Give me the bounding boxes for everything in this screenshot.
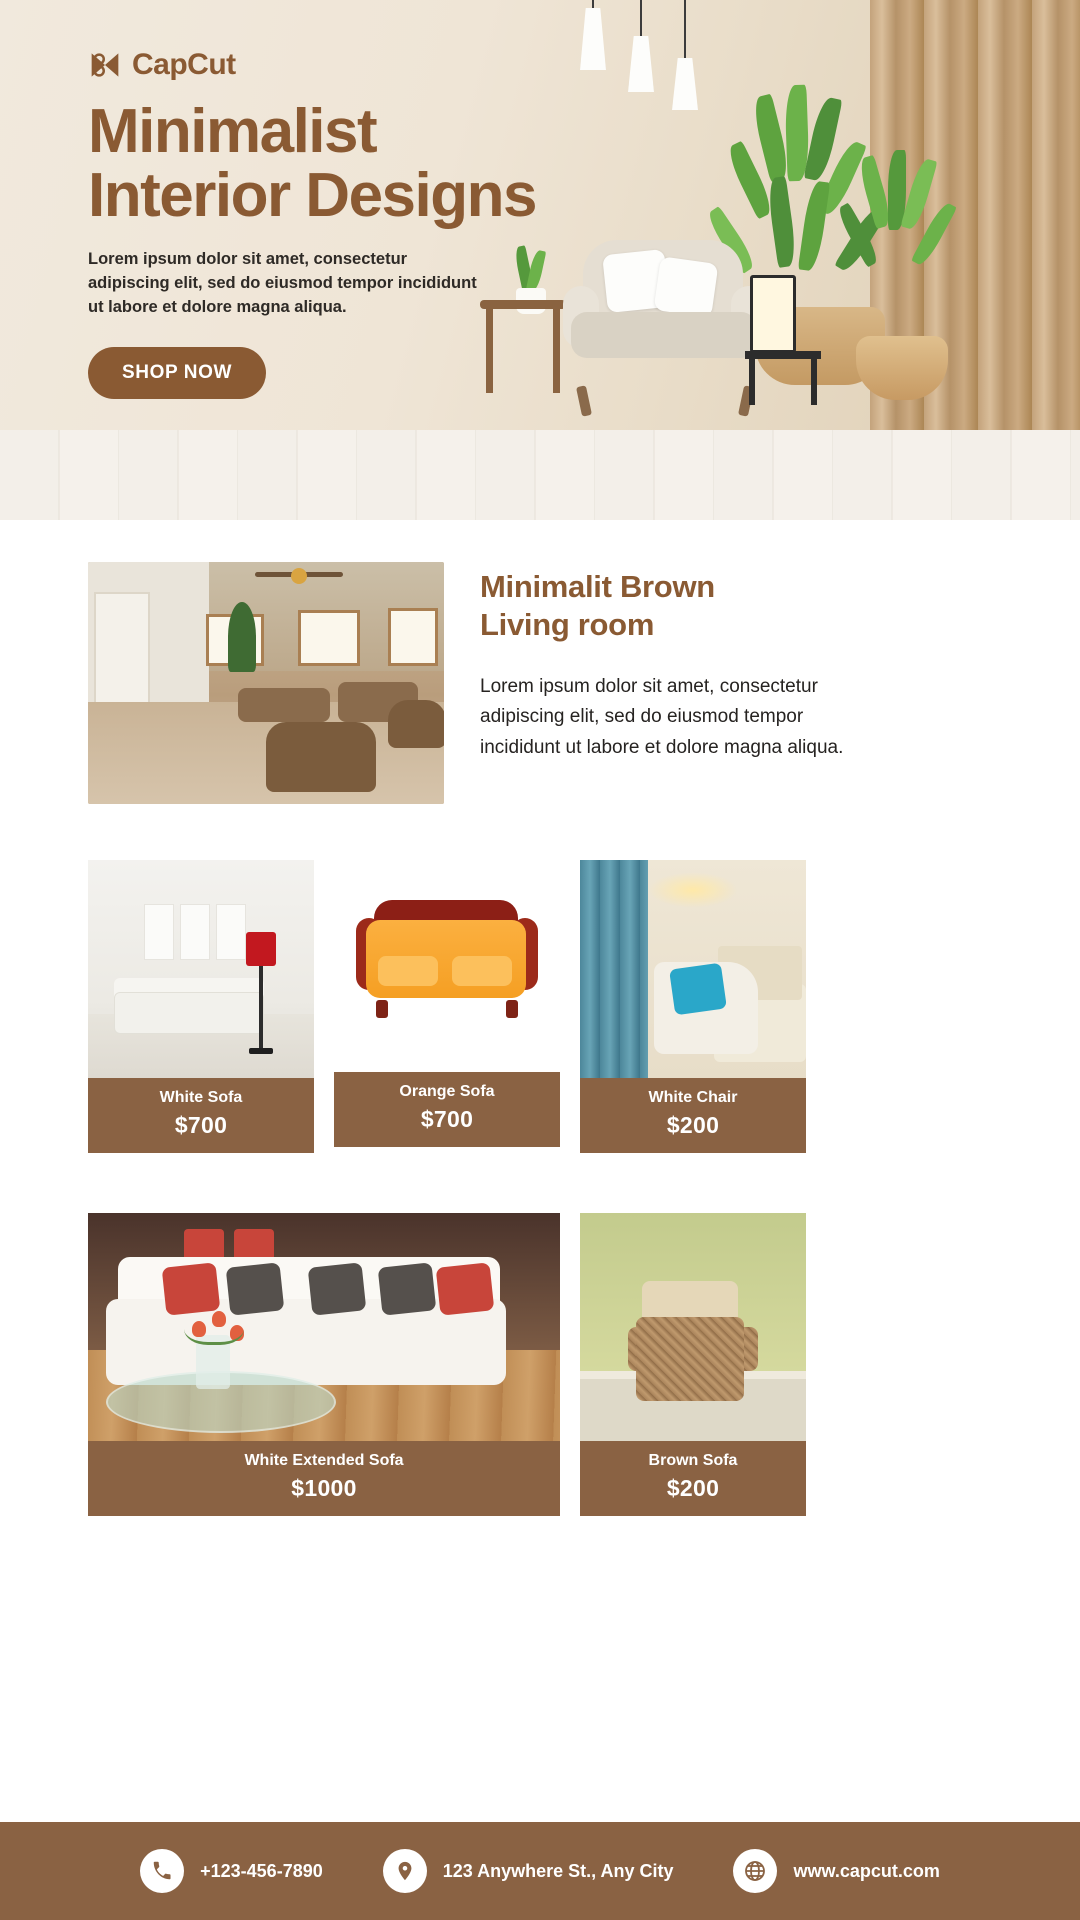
hero-title-line-2: Interior Designs <box>88 160 536 230</box>
feature-body: Lorem ipsum dolor sit amet, consectetur adipiscing elit, sed do eiusmod tempor incididunt ut labore et dolore magna aliqua. <box>480 675 844 759</box>
product-caption <box>580 1441 806 1516</box>
pendant-lamp-icon <box>672 0 698 110</box>
footer-website-text: www.capcut.com <box>793 1860 940 1881</box>
lantern-decoration <box>745 275 801 405</box>
hero-title-line-1: Minimalist <box>88 97 377 166</box>
product-caption <box>580 1078 806 1153</box>
brand-name: CapCut <box>132 48 236 81</box>
feature-title <box>480 568 860 644</box>
product-card[interactable] <box>580 860 806 1153</box>
hero-section <box>0 0 1080 520</box>
footer-bar <box>0 1822 1080 1920</box>
footer-website[interactable] <box>733 1849 939 1893</box>
footer-phone[interactable] <box>140 1849 323 1893</box>
product-image <box>88 860 314 1078</box>
capcut-logo-icon <box>88 50 122 80</box>
page-title <box>88 97 608 230</box>
product-card[interactable] <box>88 1213 560 1516</box>
product-caption <box>88 1441 560 1516</box>
product-price: $200 <box>666 1112 720 1138</box>
product-name: White Extended Sofa <box>244 1452 404 1469</box>
product-price: $700 <box>420 1106 474 1132</box>
product-image <box>88 1213 560 1441</box>
product-grid-row-1 <box>0 804 1080 1153</box>
product-name: Orange Sofa <box>399 1083 495 1100</box>
feature-title-line-2: Living room <box>480 606 655 642</box>
product-card[interactable] <box>580 1213 806 1516</box>
product-grid-row-2 <box>0 1153 1080 1516</box>
product-card[interactable] <box>88 860 314 1153</box>
product-caption <box>88 1078 314 1153</box>
product-caption <box>334 1072 560 1147</box>
product-image <box>580 1213 806 1441</box>
pendant-lamp-icon <box>628 0 654 92</box>
feature-title-line-1: Minimalit Brown <box>480 569 715 604</box>
footer-address-text: 123 Anywhere St., Any City <box>442 1860 674 1881</box>
shop-now-button[interactable]: SHOP NOW <box>88 347 266 399</box>
hero-description: Lorem ipsum dolor sit amet, consectetur adipiscing elit, sed do eiusmod tempor incididunt ut labore et dolore magna aliqua. <box>88 249 477 316</box>
location-pin-icon <box>383 1849 427 1893</box>
hero-content <box>88 48 608 399</box>
product-price: $700 <box>174 1112 228 1138</box>
product-image <box>334 860 560 1072</box>
product-card[interactable] <box>334 860 560 1153</box>
plant-decoration <box>822 150 972 400</box>
brand-logo <box>88 48 608 82</box>
phone-icon <box>140 1849 184 1893</box>
footer-address[interactable] <box>383 1849 674 1893</box>
product-name: White Sofa <box>159 1089 243 1106</box>
product-price: $1000 <box>291 1475 357 1501</box>
globe-icon <box>733 1849 777 1893</box>
feature-text <box>480 562 860 804</box>
product-image <box>580 860 806 1078</box>
footer-phone-text: +123-456-7890 <box>200 1860 323 1881</box>
product-name: White Chair <box>648 1089 738 1106</box>
feature-image <box>88 562 444 804</box>
feature-section <box>0 520 1080 804</box>
hero-floor-decoration <box>0 430 1080 520</box>
product-name: Brown Sofa <box>648 1452 738 1469</box>
product-price: $200 <box>666 1475 720 1501</box>
